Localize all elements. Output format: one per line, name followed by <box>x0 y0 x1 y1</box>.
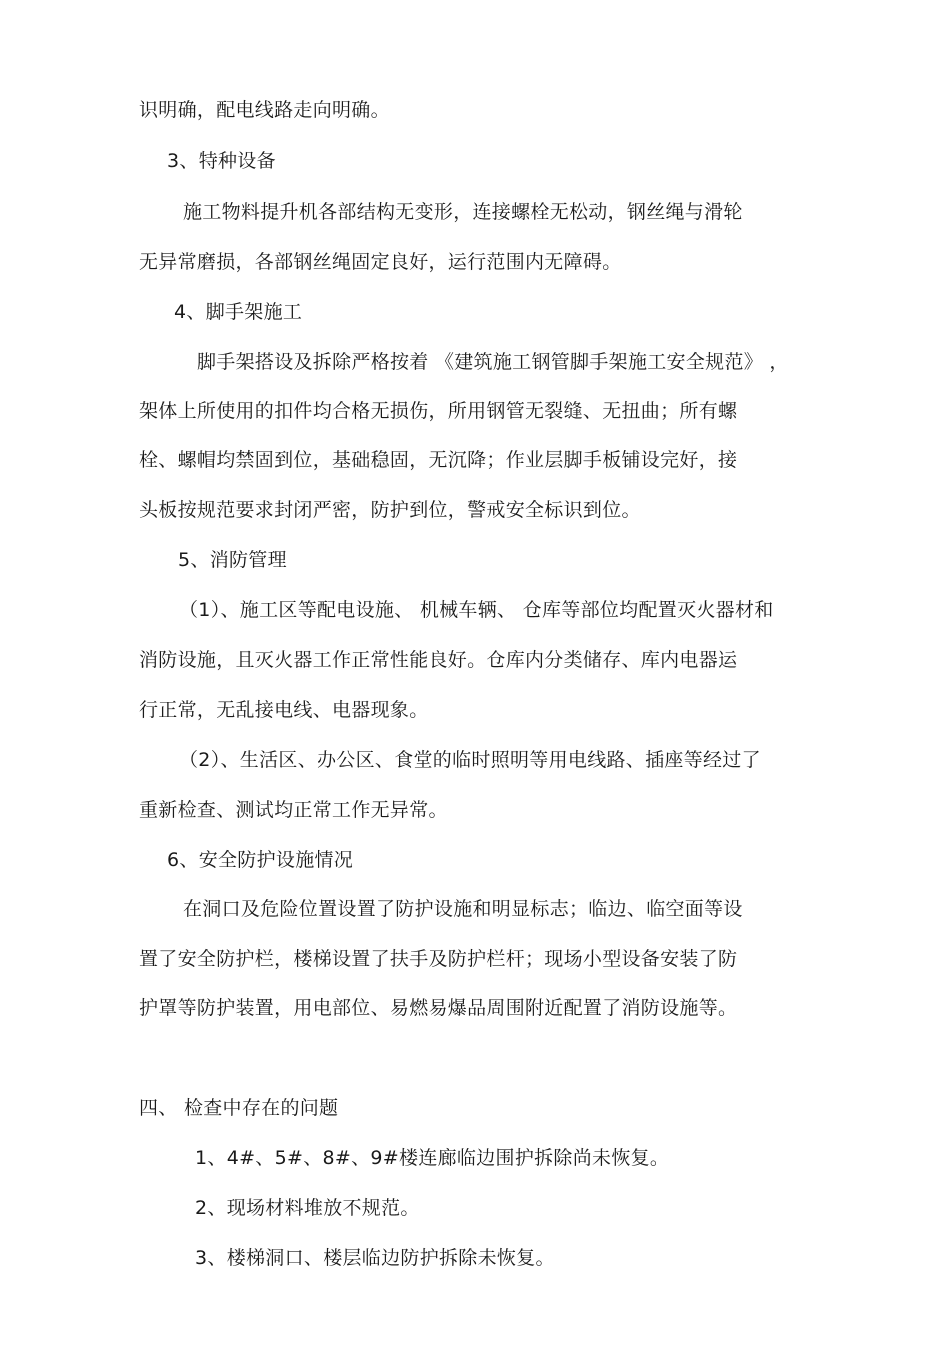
paragraph-line: 无异常磨损，各部钢丝绳固定良好，运行范围内无障碍。 <box>139 251 622 273</box>
paragraph-line: 置了安全防护栏，楼梯设置了扶手及防护栏杆；现场小型设备安装了防 <box>139 948 738 970</box>
paragraph-line: 行正常，无乱接电线、电器现象。 <box>139 699 429 721</box>
section-heading: 4、脚手架施工 <box>174 301 303 323</box>
paragraph-line: 重新检查、测试均正常工作无异常。 <box>139 799 448 821</box>
paragraph-line: 护罩等防护装置，用电部位、易燃易爆品周围附近配置了消防设施等。 <box>139 997 738 1019</box>
chapter-heading: 四、 检查中存在的问题 <box>139 1097 339 1119</box>
list-item: 2、现场材料堆放不规范。 <box>195 1197 420 1219</box>
section-heading: 6、安全防护设施情况 <box>167 849 354 871</box>
paragraph-line: 施工物料提升机各部结构无变形，连接螺栓无松动，钢丝绳与滑轮 <box>183 201 743 223</box>
list-item: 3、楼梯洞口、楼层临边防护拆除未恢复。 <box>195 1247 555 1269</box>
paragraph-line: 消防设施，且灭火器工作正常性能良好。仓库内分类储存、库内电器运 <box>139 649 738 671</box>
paragraph-line: 栓、螺帽均禁固到位，基础稳固，无沉降；作业层脚手板铺设完好，接 <box>139 449 738 471</box>
paragraph-line: 头板按规范要求封闭严密，防护到位，警戒安全标识到位。 <box>139 499 641 521</box>
paragraph-line: 脚手架搭设及拆除严格按着 《建筑施工钢管脚手架施工安全规范》 ， <box>197 351 789 373</box>
paragraph-line: （1）、施工区等配电设施、 机械车辆、 仓库等部位均配置灭火器材和 <box>179 599 774 621</box>
section-heading: 3、特种设备 <box>167 150 276 172</box>
paragraph-line: 架体上所使用的扣件均合格无损伤，所用钢管无裂缝、无扭曲；所有螺 <box>139 400 738 422</box>
list-item: 1、4#、5#、8#、9#楼连廊临边围护拆除尚未恢复。 <box>195 1147 670 1169</box>
paragraph-line: 识明确，配电线路走向明确。 <box>139 99 390 121</box>
section-heading: 5、消防管理 <box>178 549 287 571</box>
paragraph-line: 在洞口及危险位置设置了防护设施和明显标志；临边、临空面等设 <box>183 898 743 920</box>
paragraph-line: （2）、生活区、办公区、食堂的临时照明等用电线路、插座等经过了 <box>179 749 761 771</box>
